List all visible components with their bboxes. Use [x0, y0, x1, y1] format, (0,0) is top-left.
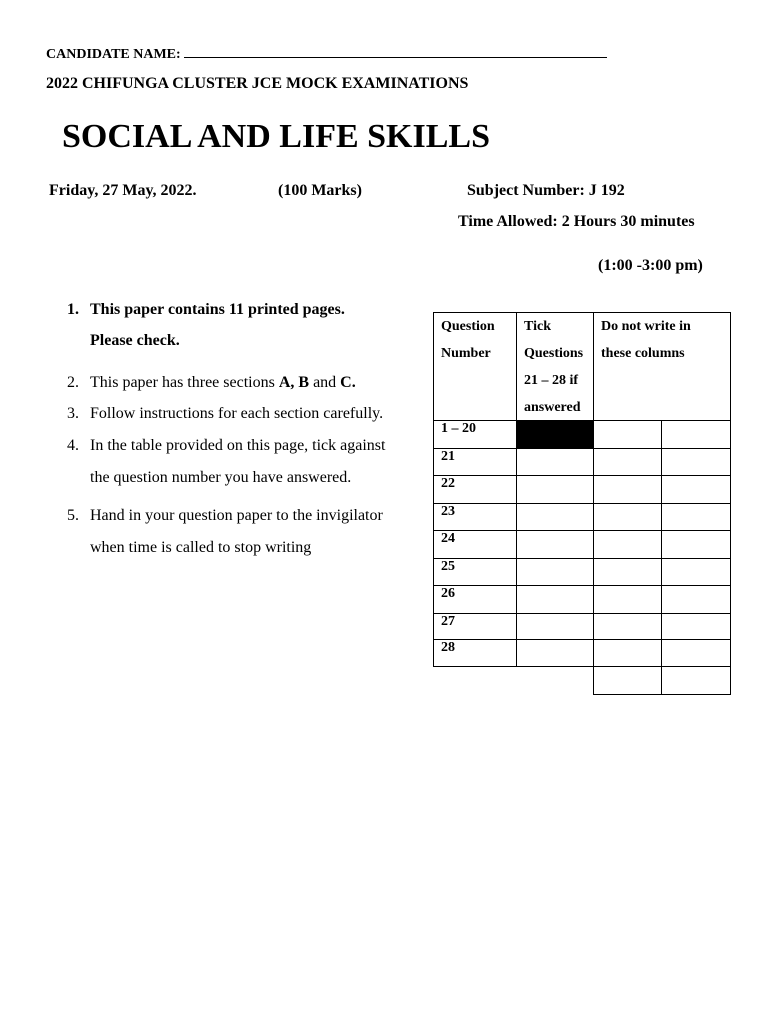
candidate-name-label: CANDIDATE NAME: [46, 47, 181, 62]
instruction-4-cont: the question number you have answered. [90, 469, 352, 486]
marking-cell [593, 558, 662, 586]
question-number-cell [433, 585, 517, 614]
instruction-1-cont: Please check. [90, 332, 180, 349]
instruction-3 [67, 405, 383, 423]
candidate-name-line [184, 46, 607, 58]
header-text: these columns [601, 346, 685, 361]
question-number: 1 – 20 [441, 421, 476, 436]
instruction-1 [67, 301, 345, 319]
marking-cell [593, 448, 662, 476]
header-do-not-write [593, 312, 731, 421]
instruction-text-and: and [309, 374, 341, 391]
exam-heading: 2022 CHIFUNGA CLUSTER JCE MOCK EXAMINATIONS [46, 75, 469, 92]
marking-cell [661, 585, 731, 614]
shaded-cell [516, 420, 594, 449]
paper-title: SOCIAL AND LIFE SKILLS [62, 118, 490, 155]
total-cell [593, 666, 662, 695]
instruction-5-cont: when time is called to stop writing [90, 539, 312, 556]
question-number: 22 [441, 476, 455, 491]
question-number-cell [433, 475, 517, 504]
marking-cell [661, 639, 731, 667]
instruction-5 [67, 507, 383, 525]
instruction-text: Follow instructions for each section carefully. [90, 405, 384, 422]
total-marks: (100 Marks) [278, 182, 362, 199]
question-number: 28 [441, 640, 455, 655]
instruction-text: This paper contains 11 printed pages. [90, 301, 345, 318]
header-text: 21 – 28 if [524, 373, 579, 388]
marking-cell [593, 503, 662, 531]
tick-cell[interactable] [516, 475, 594, 504]
header-tick-questions [516, 312, 594, 421]
instruction-number: 2. [67, 374, 79, 391]
header-text: Tick [524, 319, 551, 334]
header-text: answered [524, 400, 581, 415]
question-number-cell [433, 530, 517, 559]
exam-hours: (1:00 -3:00 pm) [598, 257, 703, 274]
total-cell [661, 666, 731, 695]
instruction-number: 3. [67, 405, 79, 422]
exam-date: Friday, 27 May, 2022. [49, 182, 197, 199]
marking-cell [661, 503, 731, 531]
marking-cell [661, 530, 731, 559]
marking-cell [593, 475, 662, 504]
tick-cell[interactable] [516, 448, 594, 476]
marking-cell [593, 420, 662, 449]
marking-cell [661, 448, 731, 476]
tick-cell[interactable] [516, 503, 594, 531]
question-number-cell [433, 558, 517, 586]
instruction-section-c: C. [340, 374, 356, 391]
tick-cell[interactable] [516, 585, 594, 614]
time-allowed: Time Allowed: 2 Hours 30 minutes [458, 213, 695, 230]
marking-cell [593, 639, 662, 667]
instruction-text: This paper has three sections [90, 374, 279, 391]
question-number-cell [433, 613, 517, 640]
tick-cell[interactable] [516, 558, 594, 586]
tick-cell[interactable] [516, 639, 594, 667]
marking-cell [661, 420, 731, 449]
instruction-number: 5. [67, 507, 79, 524]
question-number: 23 [441, 504, 455, 519]
header-text: Do not write in [601, 319, 691, 334]
header-text: Question [441, 319, 495, 334]
candidate-name-field [46, 46, 607, 63]
instruction-number: 4. [67, 437, 79, 454]
question-number: 27 [441, 614, 455, 629]
marking-cell [661, 475, 731, 504]
marking-cell [593, 530, 662, 559]
question-number: 24 [441, 531, 455, 546]
question-number-cell [433, 503, 517, 531]
question-number-cell [433, 420, 517, 449]
header-text: Questions [524, 346, 584, 361]
instruction-sections-ab: A, B [278, 374, 310, 391]
marking-cell [593, 613, 662, 640]
tick-cell[interactable] [516, 530, 594, 559]
header-question-number [433, 312, 517, 421]
instruction-4 [67, 437, 385, 455]
question-number: 21 [441, 449, 455, 464]
question-number-cell [433, 448, 517, 476]
instruction-text: Hand in your question paper to the invigilator [90, 507, 383, 524]
tick-cell[interactable] [516, 613, 594, 640]
question-number: 26 [441, 586, 455, 601]
subject-number: Subject Number: J 192 [467, 182, 625, 199]
instruction-number: 1. [67, 301, 79, 318]
instruction-2 [67, 374, 356, 392]
question-number: 25 [441, 559, 455, 574]
marking-cell [593, 585, 662, 614]
instruction-text: In the table provided on this page, tick against [90, 437, 386, 454]
marking-cell [661, 613, 731, 640]
header-text: Number [441, 346, 491, 361]
question-number-cell [433, 639, 517, 667]
marking-cell [661, 558, 731, 586]
